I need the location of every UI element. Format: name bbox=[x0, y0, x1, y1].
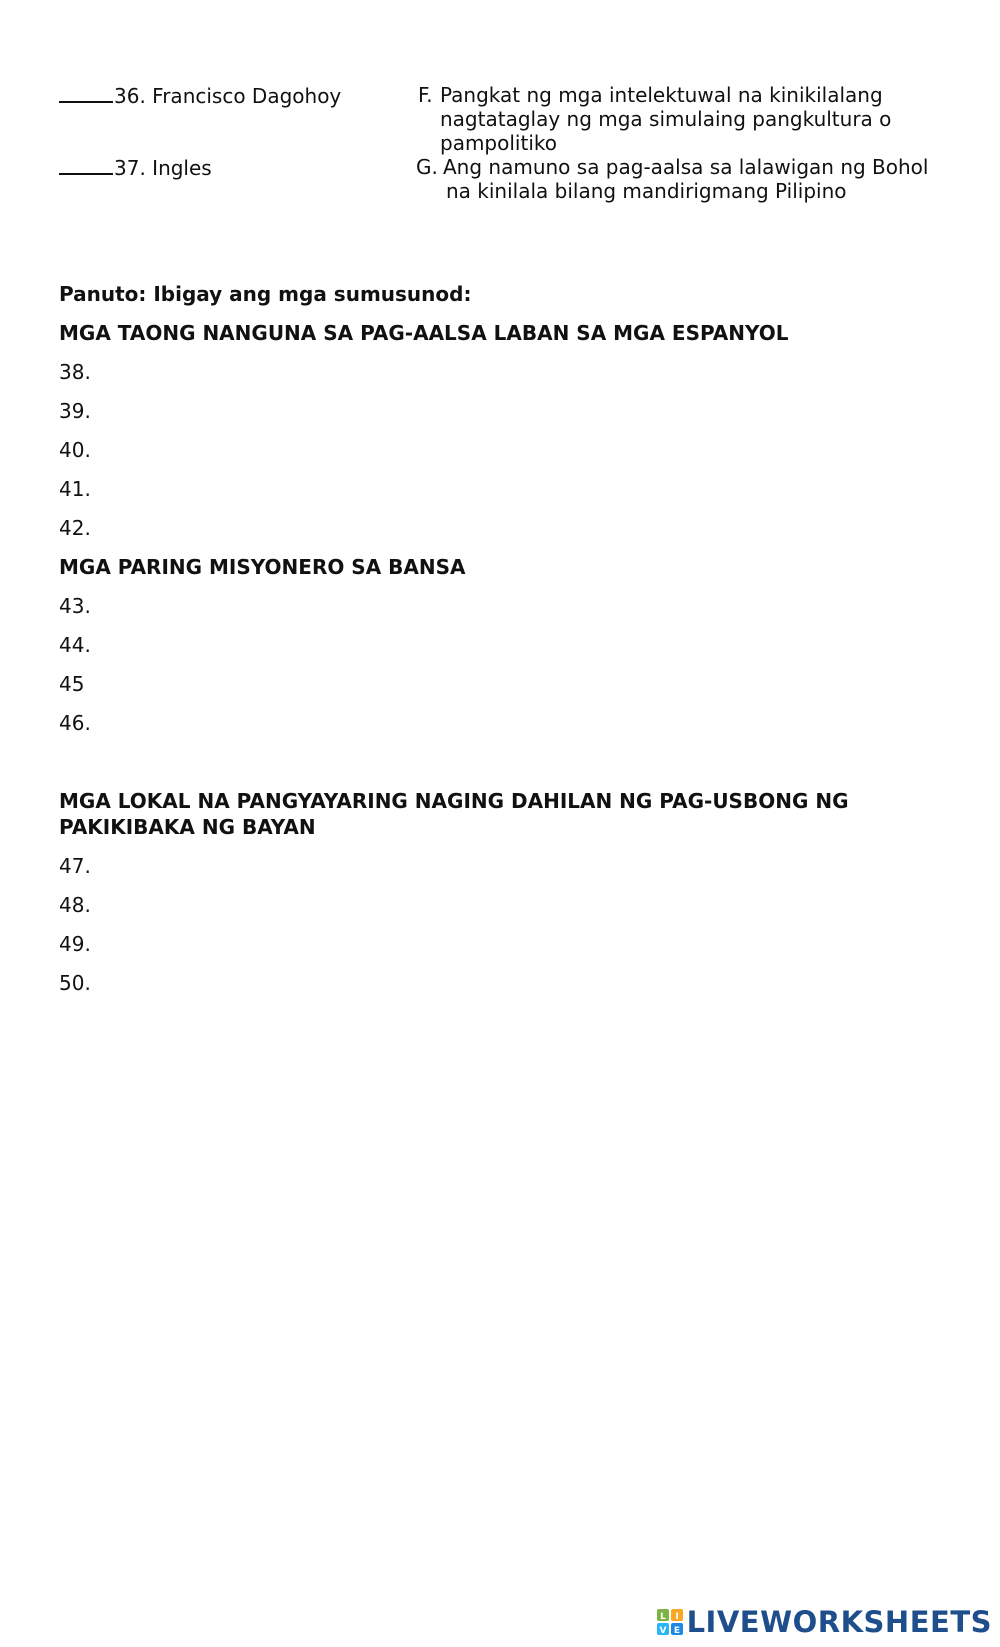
choice-description-line: na kinilala bilang mandirigmang Pilipino bbox=[446, 179, 847, 203]
svg-text:L: L bbox=[659, 1612, 666, 1622]
answer-item-49[interactable]: 49. bbox=[59, 932, 91, 956]
answer-item-42[interactable]: 42. bbox=[59, 516, 91, 540]
answer-item-43[interactable]: 43. bbox=[59, 594, 91, 618]
choice-letter-f: F. bbox=[418, 83, 433, 107]
answer-blank-36[interactable] bbox=[59, 83, 113, 103]
answer-item-40[interactable]: 40. bbox=[59, 438, 91, 462]
answer-item-45[interactable]: 45 bbox=[59, 672, 85, 696]
matching-item-label: 37. Ingles bbox=[114, 156, 212, 180]
answer-item-50[interactable]: 50. bbox=[59, 971, 91, 995]
matching-item-label: 36. Francisco Dagohoy bbox=[114, 84, 342, 108]
logo-wordmark: LIVEWORKSHEETS bbox=[686, 1605, 992, 1639]
choice-description-line: pampolitiko bbox=[440, 131, 557, 155]
choice-description-line: nagtataglay ng mga simulaing pangkultura o bbox=[440, 107, 892, 131]
svg-text:E: E bbox=[673, 1626, 680, 1635]
choice-description-line: Pangkat ng mga intelektuwal na kinikilalang bbox=[440, 83, 883, 107]
svg-text:V: V bbox=[659, 1626, 667, 1635]
answer-item-44[interactable]: 44. bbox=[59, 633, 91, 657]
answer-blank-37[interactable] bbox=[59, 155, 113, 175]
answer-item-41[interactable]: 41. bbox=[59, 477, 91, 501]
answer-item-46[interactable]: 46. bbox=[59, 711, 91, 735]
section-heading-leaders: MGA TAONG NANGUNA SA PAG-AALSA LABAN SA MGA ESPANYOL bbox=[59, 321, 789, 345]
svg-text:I: I bbox=[674, 1612, 679, 1622]
answer-item-38[interactable]: 38. bbox=[59, 360, 91, 384]
section-heading-local-events: MGA LOKAL NA PANGYAYARING NAGING DAHILAN NG PAG-USBONG NG PAKIKIBAKA NG BAYAN bbox=[59, 789, 849, 839]
answer-item-47[interactable]: 47. bbox=[59, 854, 91, 878]
choice-description-line: Ang namuno sa pag-aalsa sa lalawigan ng Bohol bbox=[443, 155, 929, 179]
instruction-text: Panuto: Ibigay ang mga sumusunod: bbox=[59, 282, 472, 306]
logo-tiles-icon bbox=[657, 1609, 683, 1635]
section-heading-missionaries: MGA PARING MISYONERO SA BANSA bbox=[59, 555, 466, 579]
choice-letter-g: G. bbox=[416, 155, 438, 179]
matching-item-37 bbox=[59, 155, 212, 180]
matching-item-36 bbox=[59, 83, 341, 108]
answer-item-48[interactable]: 48. bbox=[59, 893, 91, 917]
liveworksheets-logo bbox=[657, 1605, 992, 1639]
answer-item-39[interactable]: 39. bbox=[59, 399, 91, 423]
